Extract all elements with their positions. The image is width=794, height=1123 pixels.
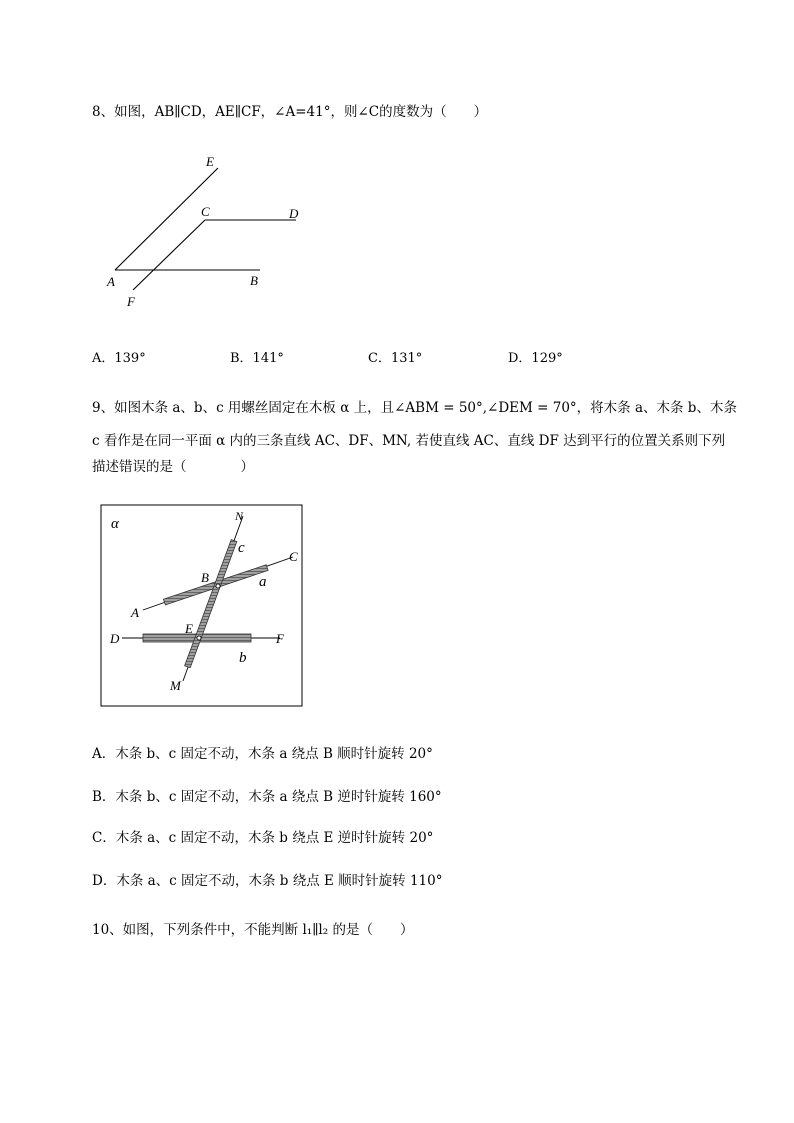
label-n: N	[235, 509, 244, 523]
label-b-point: B	[201, 570, 209, 585]
label-b: B	[250, 273, 258, 288]
q9-option-b: B．木条 b、c 固定不动，木条 a 绕点 B 逆时针旋转 160°	[92, 789, 442, 805]
q8-option-c: C．131°	[368, 351, 423, 366]
line-ae	[115, 168, 218, 270]
label-strip-c: c	[238, 540, 245, 556]
q8-stem: 8、如图，AB∥CD，AE∥CF，∠A=41°，则∠C的度数为（ ）	[92, 104, 488, 120]
label-f: F	[127, 294, 135, 309]
label-m: M	[170, 678, 181, 693]
q10-stem: 10、如图，下列条件中，不能判断 l₁∥l₂ 的是（ ）	[92, 922, 414, 938]
q8-option-b: B．141°	[230, 351, 284, 366]
q9-stem-line-3: 描述错误的是（ ）	[92, 459, 254, 475]
q9-option-c: C．木条 a、c 固定不动，木条 b 绕点 E 逆时针旋转 20°	[92, 830, 434, 846]
label-a: A	[107, 274, 115, 289]
label-c: C	[201, 204, 210, 219]
line-cf	[133, 220, 205, 290]
q8-option-d: D．129°	[508, 351, 563, 366]
q9-stem-line-2: c 看作是在同一平面 α 内的三条直线 AC、DF、MN, 若使直线 AC、直线 DF 达到平行的位置关系则下列	[92, 433, 726, 449]
q8-option-a: A．139°	[92, 351, 146, 366]
label-alpha: α	[111, 516, 119, 532]
label-c: C	[289, 549, 298, 564]
label-a-point: A	[131, 605, 139, 620]
label-e: E	[206, 154, 214, 169]
q9-option-d: D．木条 a、c 固定不动，木条 b 绕点 E 顺时针旋转 110°	[92, 873, 443, 889]
label-f-point: F	[276, 631, 284, 646]
q9-stem-line-1: 9、如图木条 a、b、c 用螺丝固定在木板 α 上，且∠ABM = 50°,∠DEM = 70°，将木条 a、木条 b、木条	[92, 400, 737, 416]
q9-figure	[100, 504, 305, 709]
label-e-point: E	[185, 621, 193, 636]
label-strip-a: a	[259, 574, 267, 590]
label-strip-b: b	[239, 650, 247, 666]
q9-option-a: A．木条 b、c 固定不动，木条 a 绕点 B 顺时针旋转 20°	[92, 746, 433, 762]
label-d-point: D	[110, 631, 120, 646]
q8-figure	[100, 150, 320, 315]
label-d: D	[289, 206, 299, 221]
